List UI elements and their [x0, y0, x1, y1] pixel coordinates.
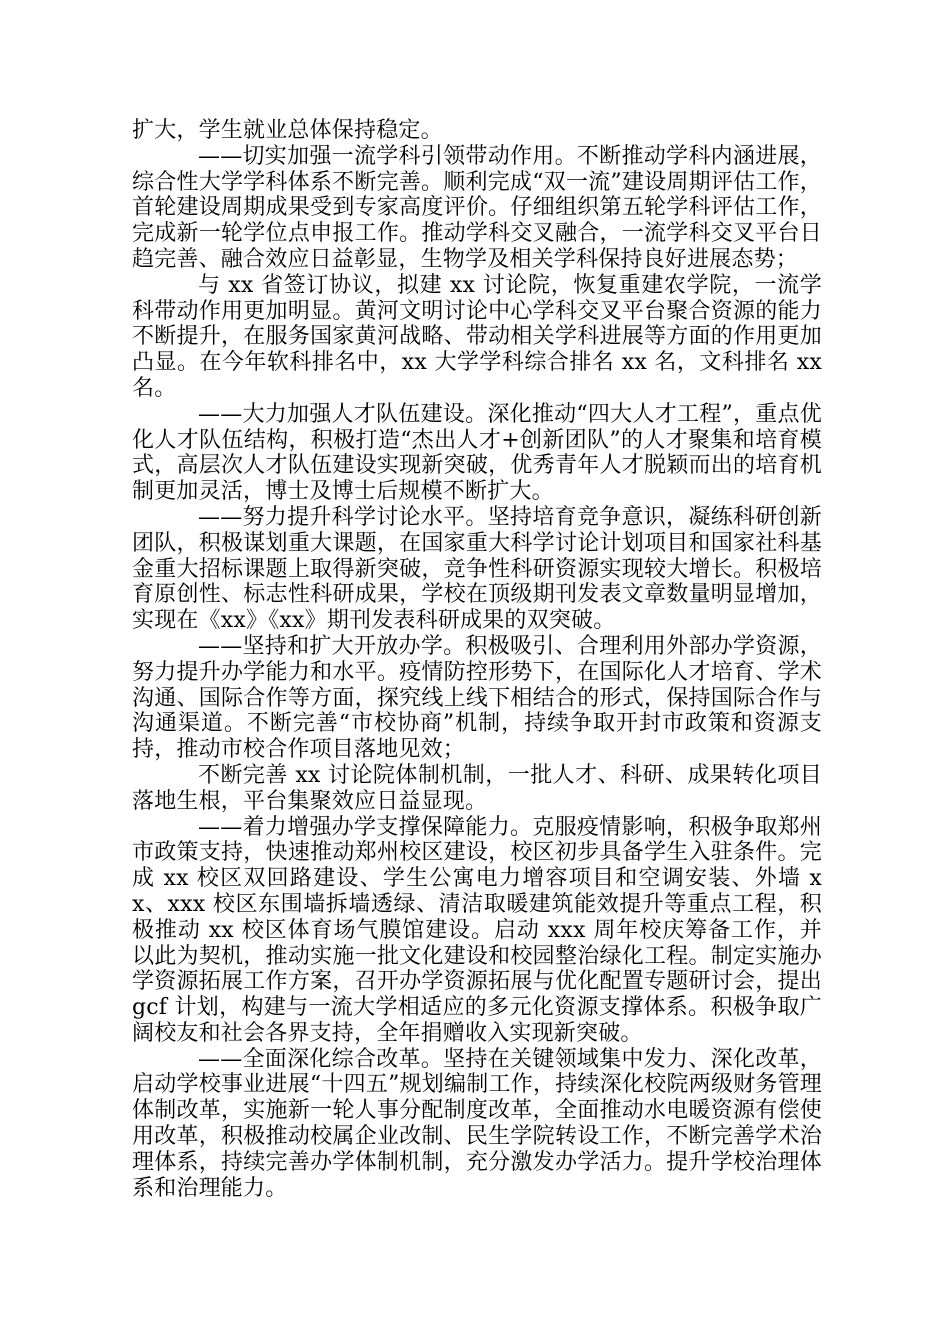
- paragraph-4: ——大力加强人才队伍建设。深化推动“四大人才工程”，重点优化人才队伍结构，积极打造“杰出人才+创新团队”的人才聚集和培育模式，高层次人才队伍建设实现新突破，优秀青年人才脱颖而出的培育机制更加灵活，博士及博士后规模不断扩大。: [132, 401, 822, 505]
- paragraph-9: ——全面深化综合改革。坚持在关键领域集中发力、深化改革，启动学校事业进展“十四五”规划编制工作，持续深化校院两级财务管理体制改革，实施新一轮人事分配制度改革，全面推动水电暖资源有偿使用改革，积极推动校属企业改制、民生学院转设工作，不断完善学术治理体系，持续完善办学体制机制，充分激发办学活力。提升学校治理体系和治理能力。: [132, 1046, 822, 1201]
- paragraph-7: 不断完善 xx 讨论院体制机制，一批人才、科研、成果转化项目落地生根，平台集聚效应日益显现。: [132, 762, 822, 814]
- paragraph-8: ——着力增强办学支撑保障能力。克服疫情影响，积极争取郑州市政策支持，快速推动郑州校区建设，校区初步具备学生入驻条件。完成 xx 校区双回路建设、学生公寓电力增容项目和空调安装、外墙 xx、xxx 校区东围墙拆墙透绿、清洁取暖建筑能效提升等重点工程，积极推动 xx 校区体育场气膜馆建设。启动 xxx 周年校庆筹备工作，并以此为契机，推动实施一批文化建设和校园整治绿化工程。制定实施办学资源拓展工作方案，召开办学资源拓展与优化配置专题研讨会，提出 gcf 计划，构建与一流大学相适应的多元化资源支撑体系。积极争取广阔校友和社会各界支持，全年捐赠收入实现新突破。: [132, 814, 822, 1046]
- paragraph-5: ——努力提升科学讨论水平。坚持培育竞争意识，凝练科研创新团队，积极谋划重大课题，在国家重大科学讨论计划项目和国家社科基金重大招标课题上取得新突破，竞争性科研资源实现较大增长。积极培育原创性、标志性科研成果，学校在顶级期刊发表文章数量明显增加，实现在《xx》《xx》期刊发表科研成果的双突破。: [132, 504, 822, 634]
- paragraph-6: ——坚持和扩大开放办学。积极吸引、合理利用外部办学资源，努力提升办学能力和水平。疫情防控形势下，在国际化人才培育、学术沟通、国际合作等方面，探究线上线下相结合的形式，保持国际合作与沟通渠道。不断完善“市校协商”机制，持续争取开封市政策和资源支持，推动市校合作项目落地见效；: [132, 633, 822, 763]
- paragraph-1: 扩大，学生就业总体保持稳定。: [132, 118, 443, 143]
- paragraph-3: 与 xx 省签订协议，拟建 xx 讨论院，恢复重建农学院，一流学科带动作用更加明显。黄河文明讨论中心学科交叉平台聚合资源的能力不断提升，在服务国家黄河战略、带动相关学科进展等方面的作用更加凸显。在今年软科排名中，xx 大学学科综合排名 xx 名，文科排名 xx 名。: [132, 272, 822, 401]
- document-body: [132, 118, 822, 1201]
- paragraph-2: ——切实加强一流学科引领带动作用。不断推动学科内涵进展，综合性大学学科体系不断完善。顺利完成“双一流”建设周期评估工作，首轮建设周期成果受到专家高度评价。仔细组织第五轮学科评估工作，完成新一轮学位点申报工作。推动学科交叉融合，一流学科交叉平台日趋完善、融合效应日益彰显，生物学及相关学科保持良好进展态势；: [132, 143, 822, 272]
